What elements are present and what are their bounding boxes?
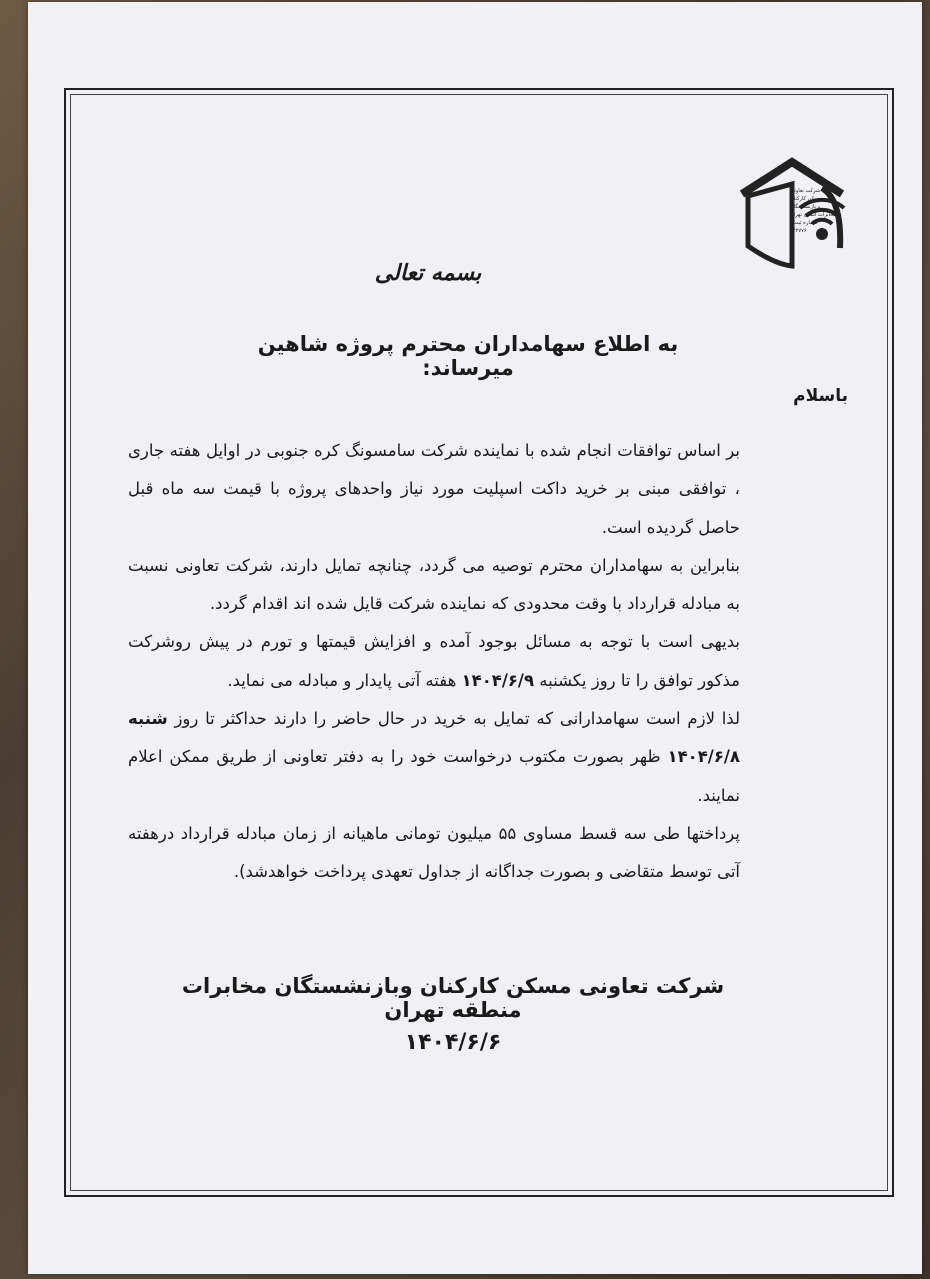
deadline-date-sunday: ۱۴۰۴/۶/۹ [461, 670, 535, 690]
logo-line-1: شرکت تعاونی [790, 188, 821, 194]
logo-line-6: ۳۴۲۷۷۶ [790, 228, 807, 234]
logo-shield [748, 184, 792, 266]
paragraph-1: بر اساس توافقات انجام شده با نماینده شرکت سامسونگ کره جنوبی در اوایل هفته جاری ، توافقی مبنی بر خرید داکت اسپلیت مورد نیاز واحدهای پروژه با قیمت سه ماه قبل حاصل گردیده است. [128, 441, 740, 537]
paragraph-4 [128, 700, 740, 815]
salutation: باسلام [793, 386, 848, 406]
paragraph-3 [128, 623, 740, 700]
letter-date: ۱۴۰۴/۶/۶ [404, 1030, 502, 1055]
paragraph-4-text-a: لذا لازم است سهامدارانی که تمایل به خرید در حال حاضر را دارند حداکثر تا روز [167, 709, 740, 729]
letter-body [128, 432, 740, 892]
letter-title: به اطلاع سهامداران محترم پروژه شاهین میرساند: [257, 332, 679, 380]
logo-line-3: و بازنشستگان [790, 204, 821, 210]
deadline-date-saturday: شنبه ۱۴۰۴/۶/۸ [128, 709, 740, 767]
paragraph-4-text-b: ظهر بصورت مکتوب درخواست خود را به دفتر تعاونی از طریق ممکن اعلام نمایند. [128, 747, 740, 805]
paragraph-5: پرداختها طی سه قسط مساوی ۵۵ میلیون تومانی ماهیانه از زمان مبادله قرارداد درهفته آتی توسط متقاضی و بصورت جداگانه از جداول تعهدی پرداخت خواهدشد). [128, 823, 740, 882]
logo-line-5: شماره ثبت : [790, 220, 818, 226]
logo-signal-dot [816, 228, 828, 240]
paragraph-3-text-b: هفته آتی پایدار و مبادله می نماید. [227, 670, 462, 690]
signature-organization: شرکت تعاونی مسکن کارکنان وبازنشستگان مخابرات منطقه تهران [181, 974, 725, 1022]
bismillah-heading: بسمه تعالی [374, 260, 482, 286]
paper-sheet [28, 2, 922, 1274]
paragraph-3-text-a: بدیهی است با توجه به مسائل بوجود آمده و افزایش قیمتها و تورم در پیش روشرکت مذکور توافق را تا روز یکشنبه [128, 632, 740, 690]
logo-line-2: مسکن کارکنان [790, 196, 822, 202]
paragraph-2: بنابراین به سهامداران محترم توصیه می گردد، چنانچه تمایل دارند، شرکت تعاونی نسبت به مبادله قرارداد با وقت محدودی که نماینده شرکت قایل شده اند اقدام گردد. [128, 555, 740, 614]
cooperative-logo [734, 154, 850, 270]
logo-line-4: مخابرات استان تهران [790, 212, 837, 218]
